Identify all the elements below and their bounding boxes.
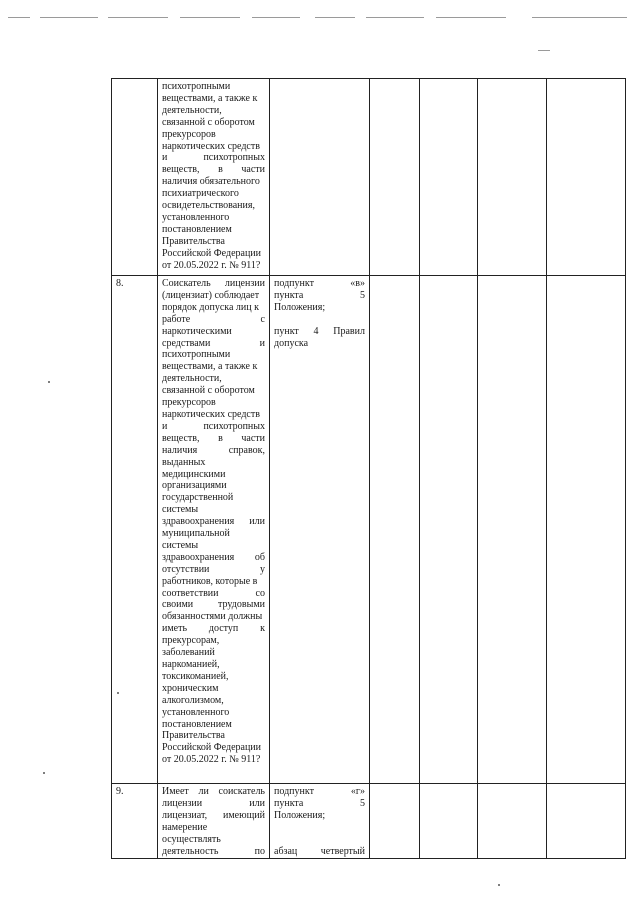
reference-spacer — [274, 822, 365, 834]
requirement-text-line: от 20.05.2022 г. № 911? — [162, 259, 261, 271]
requirement-text-line: иметь доступ к — [162, 623, 265, 635]
requirement-text-line: психиатрического — [162, 188, 239, 200]
scan-speck — [48, 381, 50, 383]
reference-text-line: пункт 4 Правил — [274, 325, 365, 337]
requirement-text-line: веществами, а также к — [162, 361, 258, 373]
scan-artifact — [40, 17, 98, 18]
requirement-text-line: организациями — [162, 480, 227, 492]
requirement-text-line: лицензии или — [162, 797, 265, 809]
requirement-text-line: работников, которые в — [162, 575, 258, 587]
answer-no-cell — [420, 79, 478, 276]
notes-cell — [547, 276, 626, 784]
requirement-text-line: веществ, в части — [162, 432, 265, 444]
requirement-text-line: системы — [162, 539, 199, 551]
scan-artifact — [252, 17, 300, 18]
requirement-text-line: связанной с оборотом — [162, 116, 255, 128]
row-number: 8. — [116, 278, 124, 289]
requirement-text-line: Российской Федерации — [162, 247, 262, 259]
requirement-text-line: постановлением — [162, 223, 232, 235]
scan-speck — [43, 772, 45, 774]
answer-na-cell — [478, 276, 547, 784]
requirement-text-line: соответствии со — [162, 587, 265, 599]
reference-text-line: пункта 5 — [274, 289, 365, 301]
requirement-text-line: постановлением — [162, 718, 232, 730]
requirement-text-line: веществ, в части — [162, 164, 265, 176]
row-number-cell — [112, 79, 158, 276]
scan-artifact — [108, 17, 168, 18]
requirement-text-line: наличия справок, — [162, 444, 265, 456]
answer-yes-cell — [370, 276, 420, 784]
scan-artifact — [315, 17, 355, 18]
requirement-text-line: токсикоманией, — [162, 670, 229, 682]
requirement-text-line: отсутствии у — [162, 563, 265, 575]
row-number-cell — [112, 784, 158, 859]
requirement-text-line: (лицензиат) соблюдает — [162, 289, 260, 301]
requirement-text-line: Соискатель лицензии — [162, 278, 265, 289]
reference-text-line: допуска — [274, 337, 309, 349]
requirement-text-line: психотропными — [162, 349, 231, 361]
scan-artifact — [8, 17, 30, 18]
notes-cell — [547, 79, 626, 276]
requirement-text-line: муниципальной — [162, 528, 230, 540]
reference-text-line: Положения; — [274, 809, 326, 821]
requirement-text-line: наркотических средств — [162, 140, 260, 152]
legal-reference-cell — [270, 79, 370, 276]
answer-yes-cell — [370, 784, 420, 859]
requirement-text-line: и психотропных — [162, 420, 265, 432]
requirement-text-line: от 20.05.2022 г. № 911? — [162, 754, 261, 766]
legal-reference-cell — [270, 784, 370, 859]
scan-artifact — [532, 17, 627, 18]
requirement-text-line: здравоохранения или — [162, 516, 265, 528]
answer-yes-cell — [370, 79, 420, 276]
answer-na-cell — [478, 784, 547, 859]
requirement-text-line: обязанностями должны — [162, 611, 263, 623]
requirement-text-line: установленного — [162, 211, 230, 223]
requirement-text-line: деятельности, — [162, 373, 222, 385]
requirement-text-line: наркотическими — [162, 325, 232, 337]
answer-na-cell — [478, 79, 547, 276]
reference-text-line: Положения; — [274, 301, 326, 313]
requirement-text-line: освидетельствования, — [162, 200, 255, 212]
requirement-text-line: медицинскими — [162, 468, 226, 480]
requirement-text-line: заболеваний — [162, 647, 215, 659]
requirement-text-line: деятельности, — [162, 104, 222, 116]
table-row — [112, 784, 626, 859]
answer-no-cell — [420, 276, 478, 784]
scan-artifact — [436, 17, 506, 18]
requirement-text-line: психотропными — [162, 81, 231, 92]
reference-text-line: подпункт «в» — [274, 278, 365, 289]
requirement-text-line: осуществлять — [162, 833, 221, 845]
checklist-body — [112, 79, 626, 859]
scan-artifact — [366, 17, 424, 18]
requirement-cell — [158, 276, 270, 784]
requirement-text-line: порядок допуска лиц к — [162, 301, 259, 313]
requirement-text-line: прекурсоров — [162, 397, 216, 409]
requirement-text-line: Российской Федерации — [162, 742, 262, 754]
requirement-text-line: алкоголизмом, — [162, 694, 224, 706]
requirement-text-line: Правительства — [162, 730, 225, 742]
table-row — [112, 276, 626, 784]
requirement-text-line: системы — [162, 504, 199, 516]
reference-text-line: подпункт «г» — [274, 786, 365, 797]
scan-artifact — [180, 17, 240, 18]
requirement-text-line: наркотических средств — [162, 408, 260, 420]
requirement-text-line: средствами и — [162, 337, 265, 349]
reference-text-line: пункта 5 — [274, 797, 365, 809]
requirement-text-line: своими трудовыми — [162, 599, 265, 611]
requirement-text-line: прекурсоров — [162, 128, 216, 140]
requirement-cell — [158, 784, 270, 859]
requirement-text-line: наличия обязательного — [162, 176, 260, 188]
requirement-text-line: Имеет ли соискатель — [162, 786, 265, 797]
requirement-text-line: установленного — [162, 706, 230, 718]
requirement-cell — [158, 79, 270, 276]
requirement-text-line: работе с — [162, 313, 265, 325]
scan-artifact — [538, 50, 550, 51]
checklist-table — [111, 78, 626, 859]
row-number: 9. — [116, 786, 124, 797]
requirement-text-line: хроническим — [162, 682, 219, 694]
reference-text-line: абзац четвертый — [274, 845, 365, 857]
requirement-text-line: выданных — [162, 456, 206, 468]
table-row — [112, 79, 626, 276]
requirement-text-line: лицензиат, имеющий — [162, 809, 265, 821]
reference-spacer — [274, 314, 365, 326]
requirement-text-line: деятельность по — [162, 845, 265, 857]
reference-spacer — [274, 834, 365, 846]
requirement-text-line: и психотропных — [162, 152, 265, 164]
requirement-text-line: прекурсорам, — [162, 635, 220, 647]
legal-reference-cell — [270, 276, 370, 784]
notes-cell — [547, 784, 626, 859]
requirement-text-line: намерение — [162, 821, 208, 833]
requirement-text-line: связанной с оборотом — [162, 385, 255, 397]
requirement-text-line: Правительства — [162, 235, 225, 247]
requirement-text-line: веществами, а также к — [162, 92, 258, 104]
requirement-text-line: государственной — [162, 492, 234, 504]
row-number-cell — [112, 276, 158, 784]
answer-no-cell — [420, 784, 478, 859]
requirement-text-line: наркоманией, — [162, 659, 220, 670]
scan-speck — [498, 884, 500, 886]
requirement-text-line: здравоохранения об — [162, 551, 265, 563]
